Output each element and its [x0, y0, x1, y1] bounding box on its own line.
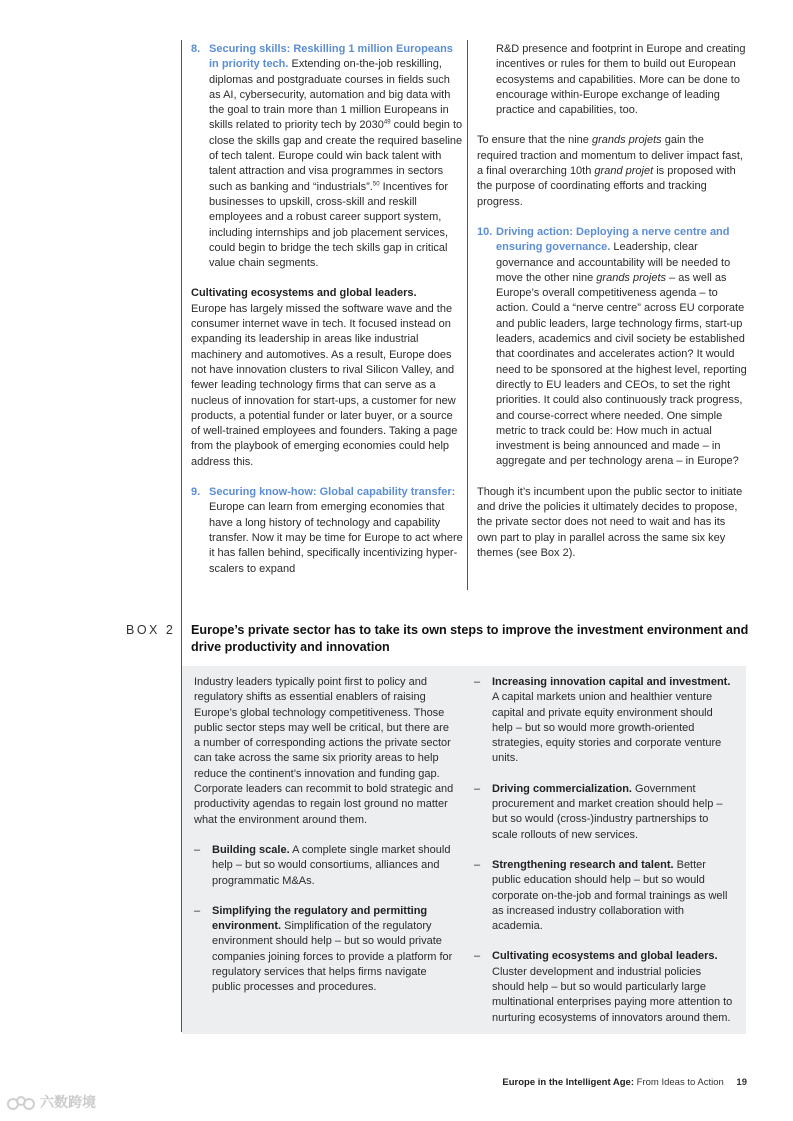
continuation-paragraph: R&D presence and footprint in Europe and creating incentives or rules for them to build out European ecosystems and capabilities. More can be done to encourage within-Europe exchange of leading practice and capabilities, too.	[496, 43, 746, 117]
footnote-ref-49[interactable]: 49	[383, 119, 391, 126]
box-list-item: – Simplifying the regulatory and permitting environment. Simplification of the regulatory environment should help – but so would private companies joining forces to provide a platform for regulatory services that helps firms navigate public processes and procedures.	[194, 904, 453, 994]
watermark-text: 六数跨境	[40, 1094, 96, 1111]
ecosystems-heading: Cultivating ecosystems and global leaders.	[191, 287, 417, 300]
box-title: Europe’s private sector has to take its own steps to improve the investment environment and drive productivity and innovation	[191, 623, 749, 654]
item-8-title: Securing skills: Reskilling 1 million Europeans in priority tech.	[209, 43, 453, 71]
box-list-item: – Strengthening research and talent. Better public education should help – but so would corporate on-the-job and formal trainings as well as increased industry collaboration with academia.	[474, 858, 728, 933]
item-8	[191, 42, 463, 271]
box-list-item: – Driving commercialization. Government procurement and market creation should help – but so would (cross-)industry partnerships to scale rollouts of new services.	[474, 782, 723, 841]
box-item-heading: Increasing innovation capital and investment.	[492, 676, 731, 688]
item-10-title: Driving action: Deploying a nerve centre and ensuring governance.	[496, 225, 730, 254]
item-10	[477, 225, 747, 470]
item-9-title: Securing know-how: Global capability transfer:	[209, 486, 456, 499]
box-item-heading: Cultivating ecosystems and global leaders.	[492, 950, 718, 963]
column-divider-rule	[467, 40, 468, 590]
box-label: BOX 2	[126, 623, 176, 637]
item-8-number: 8.	[191, 43, 201, 55]
footer-subtitle: From Ideas to Action	[634, 1077, 724, 1088]
box-item-heading: Strengthening research and talent.	[492, 858, 674, 871]
ensure-paragraph: To ensure that the nine grands projets gain the required traction and momentum to deliver impact fast, a final overarching 10th grand projet is proposed with the purpose of coordinating efforts and tracking progress.	[477, 134, 743, 208]
closing-paragraph: Though it’s incumbent upon the public sector to initiate and drive the policies it ultimately decides to propose, the private sector does not need to wait and has its own part to play in parallel across the same six key themes (see Box 2).	[477, 485, 743, 559]
box-item-heading: Building scale.	[212, 843, 290, 856]
item-9-number: 9.	[191, 486, 201, 499]
box-item-heading: Simplifying the regulatory and permitting environment.	[212, 904, 428, 933]
footnote-ref-50[interactable]: 50	[372, 181, 380, 188]
watermark-logo-icon	[6, 1093, 36, 1113]
ecosystems-body: Europe has largely missed the software wave and the consumer internet wave in tech. It focused instead on expanding its leadership in areas like industrial machinery and automotives. As a result, Europe does not have innovation clusters to rival Silicon Valley, and fewer leading technology firms that can serve as a nucleus of innovation for start-ups, a customer for new products, a potential funder or later buyer, or a source of well-trained employees and founders. Taking a page from the playbook of emerging economies could help address this.	[191, 302, 458, 468]
right-column	[477, 42, 747, 561]
item-10-number: 10.	[477, 225, 493, 238]
page-footer	[502, 1075, 747, 1090]
item-9	[191, 485, 463, 577]
left-column	[191, 42, 463, 577]
box-list-item: – Cultivating ecosystems and global leaders. Cluster development and industrial policies should help – but so would particularly large multinational enterprises paying more attention to nurturing ecosystems of innovators around them.	[474, 950, 733, 1024]
box-list-item: – Building scale. A complete single market should help – but so would consortiums, alliances and programmatic M&As.	[194, 843, 451, 887]
box-list-item: – Increasing innovation capital and investment. A capital markets union and healthier venture capital and private equity environment should help – but so would more growth-oriented strategies, equity stories and corporate venture units.	[474, 676, 731, 765]
item-8-text: Securing skills: Reskilling 1 million Europeans in priority tech. Extending on-the-job reskilling, diplomas and postgraduate courses in fields such as AI, cybersecurity, automation and big data with the goal to train more than 1 million Europeans in skills related to priority tech by 2030$^{49}$ could begin to close the skills gap and create the required baseline of tech talent. Europe could win back talent with talent attraction and visa programmes in sectors such as banking and “industrials”.$^{50}$ Incentives for businesses to upskill, cross-skill and reskill employees and a robust career support system, including internships and job placement services, could begin to bridge the tech skills gap in critical value chain segments.	[209, 43, 463, 270]
page-number: 19	[736, 1077, 747, 1088]
item-10-text: Driving action: Deploying a nerve centre and ensuring governance. Leadership, clear governance and accountability will be needed to move the other nine grands projets – as well as Europe’s overall competitiveness agenda – to action. Could a “nerve centre” across EU corporate and public leaders, large technology firms, start-up leaders, academics and civil society be established that coordinates and accelerates action? It would need to be sponsored at the highest level, reporting directly to EU leaders and CEOs, to set the right priorities. It could also continuously track progress, and course-correct where needed. One simple metric to track could be: How much in actual investment is being announced and made – in aggregate and per technology arena – in Europe?	[496, 225, 747, 468]
box-item-heading: Driving commercialization.	[492, 782, 632, 795]
watermark	[6, 1093, 96, 1113]
item-9-text: Securing know-how: Global capability transfer: Europe can learn from emerging economies that have a long history of technology and capability transfer. Now it may be time for Europe to act where it has fallen behind, specifically incentivizing hyper-scalers to expand	[209, 486, 463, 575]
box-intro: Industry leaders typically point first to policy and regulatory shifts as essential enablers of raising Europe’s global technology competitiveness. Those public sector steps may well be critical, but there are a number of corresponding actions the private sector can take across the same six priority areas to help reduce the continent’s innovation and funding gap. Corporate leaders can recommit to bold strategic and productivity agendas to regain lost ground no matter what the environment around them.	[194, 676, 454, 826]
box-right-column	[474, 675, 736, 1026]
ecosystems-section	[191, 286, 463, 470]
box-left-column	[194, 675, 456, 996]
footer-title: Europe in the Intelligent Age:	[502, 1077, 635, 1088]
